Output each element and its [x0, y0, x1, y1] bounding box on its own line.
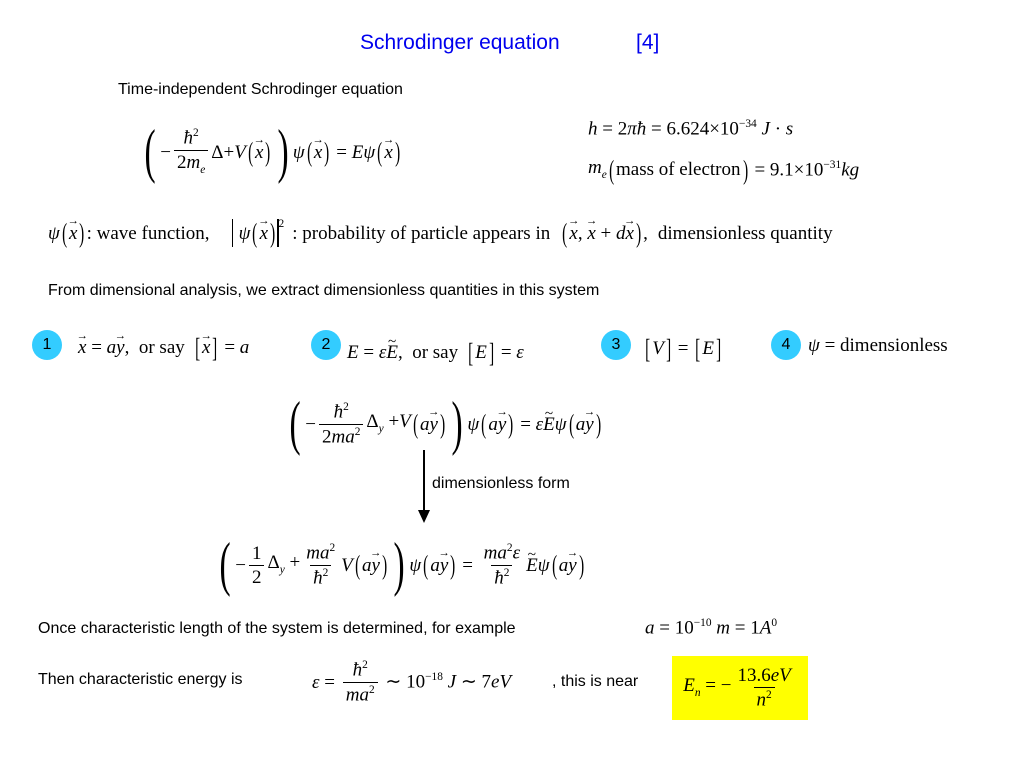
schrodinger-equation: ( − $\frac{ħ^2}{2m_e}$ Δ+V ( → x ) ) ψ ( → x ) = Eψ ( → x ) [140, 116, 402, 188]
step-3-badge: 3 [601, 330, 631, 360]
electron-mass-equation: $m_e$ ( mass of electron ) = $9.1\times 10^{-31}kg$ [588, 154, 860, 185]
characteristic-length-text: Once characteristic length of the system is determined, for example [38, 620, 516, 637]
hydrogen-energy-highlight: $E_n$ = − $\frac{13.6eV}{n^2}$ [672, 656, 808, 720]
step-4-text: dimensionless [840, 335, 948, 356]
step-2-equation: E = ε ~ E , or say [ E ] = ε [347, 339, 524, 367]
dimensionless-quantity-label: dimensionless quantity [657, 222, 833, 244]
step-1-or-say: or say [138, 337, 185, 359]
probability-label: : probability of particle appears in [292, 222, 551, 244]
step-4-equation: ψ = dimensionless [808, 335, 948, 356]
dimensionless-form-label: dimensionless form [432, 475, 570, 492]
reference-label: [4] [636, 31, 660, 54]
characteristic-energy-text: Then characteristic energy is [38, 671, 243, 688]
intro-label: Time-independent Schrodinger equation [118, 81, 403, 98]
scaled-equation: ( − $\frac{ħ^2}{2ma^2}$ $\Delta_y +V$ ( a → y ) ) ψ ( a → y ) = ε ~ E ψ ( a → y ) [285, 388, 603, 460]
step-4-badge: 4 [771, 330, 801, 360]
step-3-equation: [ V ] = [ E ] [645, 333, 722, 364]
down-arrow-icon [414, 450, 434, 525]
dimensional-analysis-text: From dimensional analysis, we extract dimensionless quantities in this system [48, 282, 600, 299]
near-text: , this is near [552, 673, 639, 690]
definitions-line: ψ ( → x ) : wave function, ψ ( → x ) $^2$ : probability of particle appears in ( → x , → x + d → x ) , dimensionless quantity [48, 219, 833, 247]
characteristic-length-equation: $a = 10^{-10}$ $m = 1A^0$ [645, 617, 778, 639]
dimensionless-equation: ( − $\frac{1}{2}$ $\Delta_y$ + $\frac{ma^2}{ħ^2}$ V ( a → y ) ) ψ ( a → y ) = $\frac{ma^2\varepsilon}{ħ^2}$ ~ E ψ ( a → y ) [215, 530, 586, 600]
electron-mass-label: mass of electron [615, 159, 741, 181]
step-1-badge: 1 [32, 330, 62, 360]
wave-function-label: : wave function, [86, 222, 210, 244]
step-1-equation: → x = a → y , or say [ → x ] = a [78, 334, 249, 362]
step-2-badge: 2 [311, 330, 341, 360]
page-title: Schrodinger equation [360, 31, 560, 54]
step-2-or-say: or say [412, 342, 459, 364]
characteristic-energy-equation: ε = $\frac{ħ^2}{ma^2}$ ∼ $10^{-18}$ J ∼ 7eV [312, 659, 512, 705]
planck-constant-equation: h = 2πħ = $6.624\times 10^{-34}$ J · s [588, 118, 794, 140]
